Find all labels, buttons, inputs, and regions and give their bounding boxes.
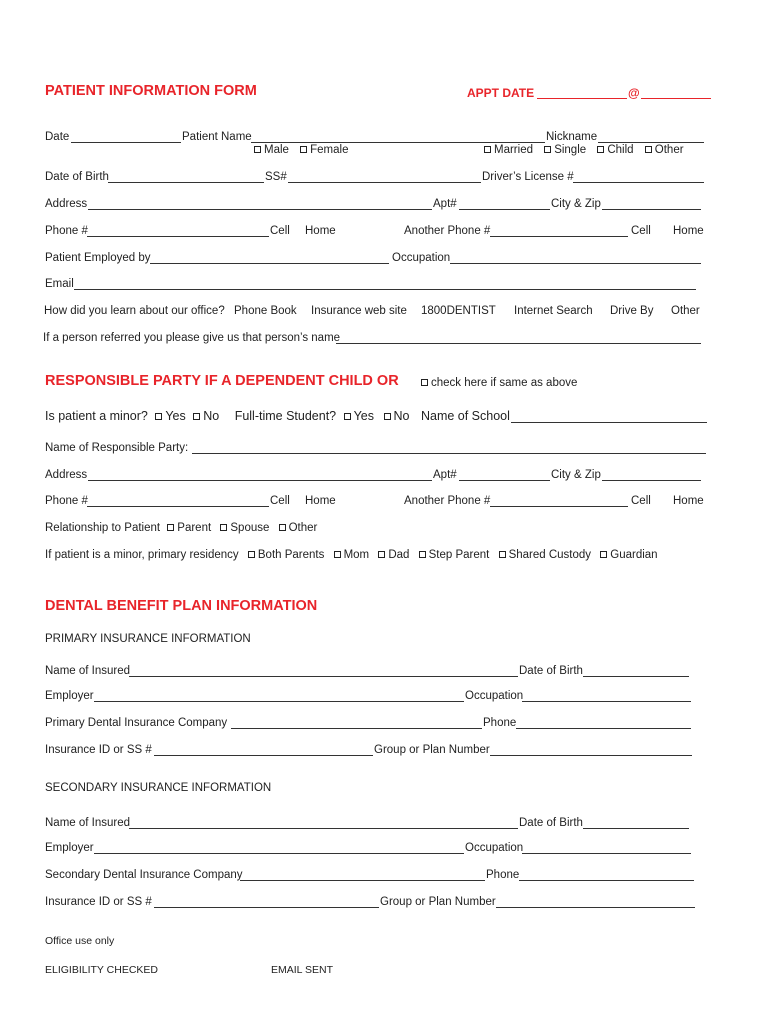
date-field[interactable] — [71, 142, 181, 143]
resp-address-label: Address — [45, 469, 88, 481]
checkbox-icon[interactable] — [334, 551, 341, 558]
ss-field[interactable] — [288, 182, 481, 183]
city-zip-label: City & Zip — [551, 198, 601, 210]
appt-date-label: APPT DATE — [467, 86, 535, 100]
secondary-company-label: Secondary Dental Insurance Company — [45, 869, 243, 881]
checkbox-icon[interactable] — [167, 524, 174, 531]
ss-label: SS# — [265, 171, 287, 183]
phone-home-label: Home — [305, 225, 336, 237]
checkbox-icon[interactable] — [220, 524, 227, 531]
female-option[interactable]: Female — [300, 144, 348, 156]
checkbox-icon[interactable] — [645, 146, 652, 153]
email-sent-label: EMAIL SENT — [271, 964, 334, 976]
secondary-phone-label: Phone — [486, 869, 520, 881]
primary-group-field[interactable] — [490, 755, 692, 756]
source-1800dentist[interactable]: 1800DENTIST — [421, 305, 496, 317]
primary-employer-label: Employer — [45, 690, 94, 702]
phone-label: Phone # — [45, 225, 88, 237]
primary-occupation-label: Occupation — [465, 690, 524, 702]
email-label: Email — [45, 278, 74, 290]
married-option[interactable]: Married — [484, 144, 533, 156]
employed-by-field[interactable] — [150, 263, 389, 264]
resp-apt-field[interactable] — [459, 480, 550, 481]
residency-label: If patient is a minor, primary residency — [45, 549, 239, 561]
phone-cell-label: Cell — [270, 225, 290, 237]
appt-at-sign: @ — [628, 86, 640, 100]
secondary-occupation-label: Occupation — [465, 842, 524, 854]
secondary-employer-field[interactable] — [94, 853, 464, 854]
res-dad-option[interactable]: Dad — [378, 549, 409, 561]
primary-name-insured-label: Name of Insured — [45, 665, 131, 677]
email-field[interactable] — [74, 289, 696, 290]
checkbox-icon[interactable] — [384, 413, 391, 420]
school-label: Name of School — [420, 409, 510, 423]
fulltime-no-option[interactable]: No — [384, 409, 410, 423]
checkbox-icon[interactable] — [597, 146, 604, 153]
fulltime-yes-option[interactable]: Yes — [344, 409, 374, 423]
apt-label: Apt# — [433, 198, 457, 210]
minor-no-option[interactable]: No — [193, 409, 219, 423]
primary-employer-field[interactable] — [94, 701, 464, 702]
single-option[interactable]: Single — [544, 144, 586, 156]
another-cell-label: Cell — [631, 225, 651, 237]
date-label: Date — [45, 131, 70, 143]
city-zip-field[interactable] — [602, 209, 701, 210]
secondary-heading: SECONDARY INSURANCE INFORMATION — [45, 782, 272, 794]
is-minor-label: Is patient a minor? — [45, 409, 148, 423]
resp-another-phone-field[interactable] — [490, 506, 628, 507]
minor-row — [45, 409, 510, 423]
relationship-label: Relationship to Patient — [45, 522, 161, 534]
minor-yes-option[interactable]: Yes — [155, 409, 185, 423]
rel-other-option[interactable]: Other — [279, 522, 318, 534]
nickname-label: Nickname — [546, 131, 598, 143]
responsible-name-label: Name of Responsible Party: — [45, 442, 189, 454]
source-phone-book[interactable]: Phone Book — [234, 305, 297, 317]
primary-insurance-id-label: Insurance ID or SS # — [45, 744, 152, 756]
resp-city-zip-label: City & Zip — [551, 469, 601, 481]
checkbox-icon[interactable] — [499, 551, 506, 558]
referred-field[interactable] — [336, 343, 701, 344]
employed-by-label: Patient Employed by — [45, 252, 151, 264]
resp-apt-label: Apt# — [433, 469, 457, 481]
residency-row — [45, 548, 658, 562]
relationship-row — [45, 521, 317, 535]
form-title: PATIENT INFORMATION FORM — [45, 83, 257, 99]
resp-another-home-label: Home — [673, 495, 704, 507]
secondary-insurance-id-field[interactable] — [154, 907, 379, 908]
checkbox-icon[interactable] — [544, 146, 551, 153]
dental-title: DENTAL BENEFIT PLAN INFORMATION — [45, 598, 318, 614]
res-guardian-option[interactable]: Guardian — [600, 549, 657, 561]
secondary-company-field[interactable] — [240, 880, 485, 881]
checkbox-icon[interactable] — [378, 551, 385, 558]
resp-phone-field[interactable] — [87, 506, 269, 507]
checkbox-icon[interactable] — [484, 146, 491, 153]
primary-heading: PRIMARY INSURANCE INFORMATION — [45, 633, 251, 645]
rel-spouse-option[interactable]: Spouse — [220, 522, 269, 534]
primary-occupation-field[interactable] — [522, 701, 691, 702]
resp-address-field[interactable] — [88, 480, 432, 481]
checkbox-icon[interactable] — [344, 413, 351, 420]
secondary-phone-field[interactable] — [519, 880, 694, 881]
res-mom-option[interactable]: Mom — [334, 549, 370, 561]
checkbox-icon[interactable] — [600, 551, 607, 558]
secondary-group-label: Group or Plan Number — [380, 896, 496, 908]
source-other[interactable]: Other — [671, 305, 700, 317]
source-drive-by[interactable]: Drive By — [610, 305, 654, 317]
child-option[interactable]: Child — [597, 144, 633, 156]
primary-dob-label: Date of Birth — [519, 665, 583, 677]
primary-phone-label: Phone — [483, 717, 517, 729]
address-label: Address — [45, 198, 88, 210]
secondary-group-field[interactable] — [496, 907, 695, 908]
appt-time-field[interactable] — [641, 98, 711, 99]
secondary-dob-label: Date of Birth — [519, 817, 583, 829]
marital-group — [484, 143, 692, 157]
address-field[interactable] — [88, 209, 432, 210]
resp-another-cell-label: Cell — [631, 495, 651, 507]
secondary-name-insured-field[interactable] — [129, 828, 518, 829]
other-option[interactable]: Other — [645, 144, 684, 156]
resp-home-label: Home — [305, 495, 336, 507]
dob-label: Date of Birth — [45, 171, 109, 183]
appt-date-field[interactable] — [537, 98, 627, 99]
dob-field[interactable] — [108, 182, 264, 183]
primary-company-field[interactable] — [231, 728, 482, 729]
checkbox-icon[interactable] — [300, 146, 307, 153]
primary-dob-field[interactable] — [583, 676, 689, 677]
referred-label: If a person referred you please give us that person’s name — [43, 332, 341, 344]
primary-name-insured-field[interactable] — [129, 676, 518, 677]
apt-field[interactable] — [459, 209, 550, 210]
res-step-parent-option[interactable]: Step Parent — [419, 549, 490, 561]
male-option[interactable]: Male — [254, 144, 289, 156]
gender-group — [254, 143, 357, 157]
resp-phone-label: Phone # — [45, 495, 88, 507]
how-learn-label: How did you learn about our office? — [44, 305, 225, 317]
another-home-label: Home — [673, 225, 704, 237]
office-use-label: Office use only — [45, 935, 115, 947]
primary-company-label: Primary Dental Insurance Company — [45, 717, 228, 729]
checkbox-icon[interactable] — [248, 551, 255, 558]
secondary-occupation-field[interactable] — [522, 853, 691, 854]
secondary-employer-label: Employer — [45, 842, 94, 854]
source-internet-search[interactable]: Internet Search — [514, 305, 593, 317]
primary-phone-field[interactable] — [516, 728, 691, 729]
secondary-name-insured-label: Name of Insured — [45, 817, 131, 829]
another-phone-field[interactable] — [490, 236, 628, 237]
checkbox-icon[interactable] — [155, 413, 162, 420]
primary-insurance-id-field[interactable] — [154, 755, 373, 756]
another-phone-label: Another Phone # — [404, 225, 491, 237]
license-label: Driver’s License # — [482, 171, 574, 183]
occupation-field[interactable] — [450, 263, 701, 264]
source-insurance-web[interactable]: Insurance web site — [311, 305, 407, 317]
school-field[interactable] — [511, 422, 707, 423]
secondary-dob-field[interactable] — [583, 828, 689, 829]
checkbox-icon[interactable] — [421, 379, 428, 386]
resp-cell-label: Cell — [270, 495, 290, 507]
occupation-label: Occupation — [392, 252, 451, 264]
res-both-parents-option[interactable]: Both Parents — [248, 549, 324, 561]
primary-group-label: Group or Plan Number — [374, 744, 490, 756]
checkbox-icon[interactable] — [279, 524, 286, 531]
same-as-above-option[interactable]: check here if same as above — [421, 376, 577, 390]
phone-field[interactable] — [87, 236, 269, 237]
patient-name-label: Patient Name — [182, 131, 252, 143]
secondary-insurance-id-label: Insurance ID or SS # — [45, 896, 152, 908]
checkbox-icon[interactable] — [254, 146, 261, 153]
checkbox-icon[interactable] — [193, 413, 200, 420]
resp-another-phone-label: Another Phone # — [404, 495, 491, 507]
resp-city-zip-field[interactable] — [602, 480, 701, 481]
eligibility-checked-label: ELIGIBILITY CHECKED — [45, 964, 159, 976]
responsible-name-field[interactable] — [192, 453, 706, 454]
responsible-title: RESPONSIBLE PARTY IF A DEPENDENT CHILD OR — [45, 373, 399, 389]
fulltime-label: Full-time Student? — [234, 409, 337, 423]
license-field[interactable] — [573, 182, 704, 183]
rel-parent-option[interactable]: Parent — [167, 522, 211, 534]
res-shared-custody-option[interactable]: Shared Custody — [499, 549, 591, 561]
checkbox-icon[interactable] — [419, 551, 426, 558]
